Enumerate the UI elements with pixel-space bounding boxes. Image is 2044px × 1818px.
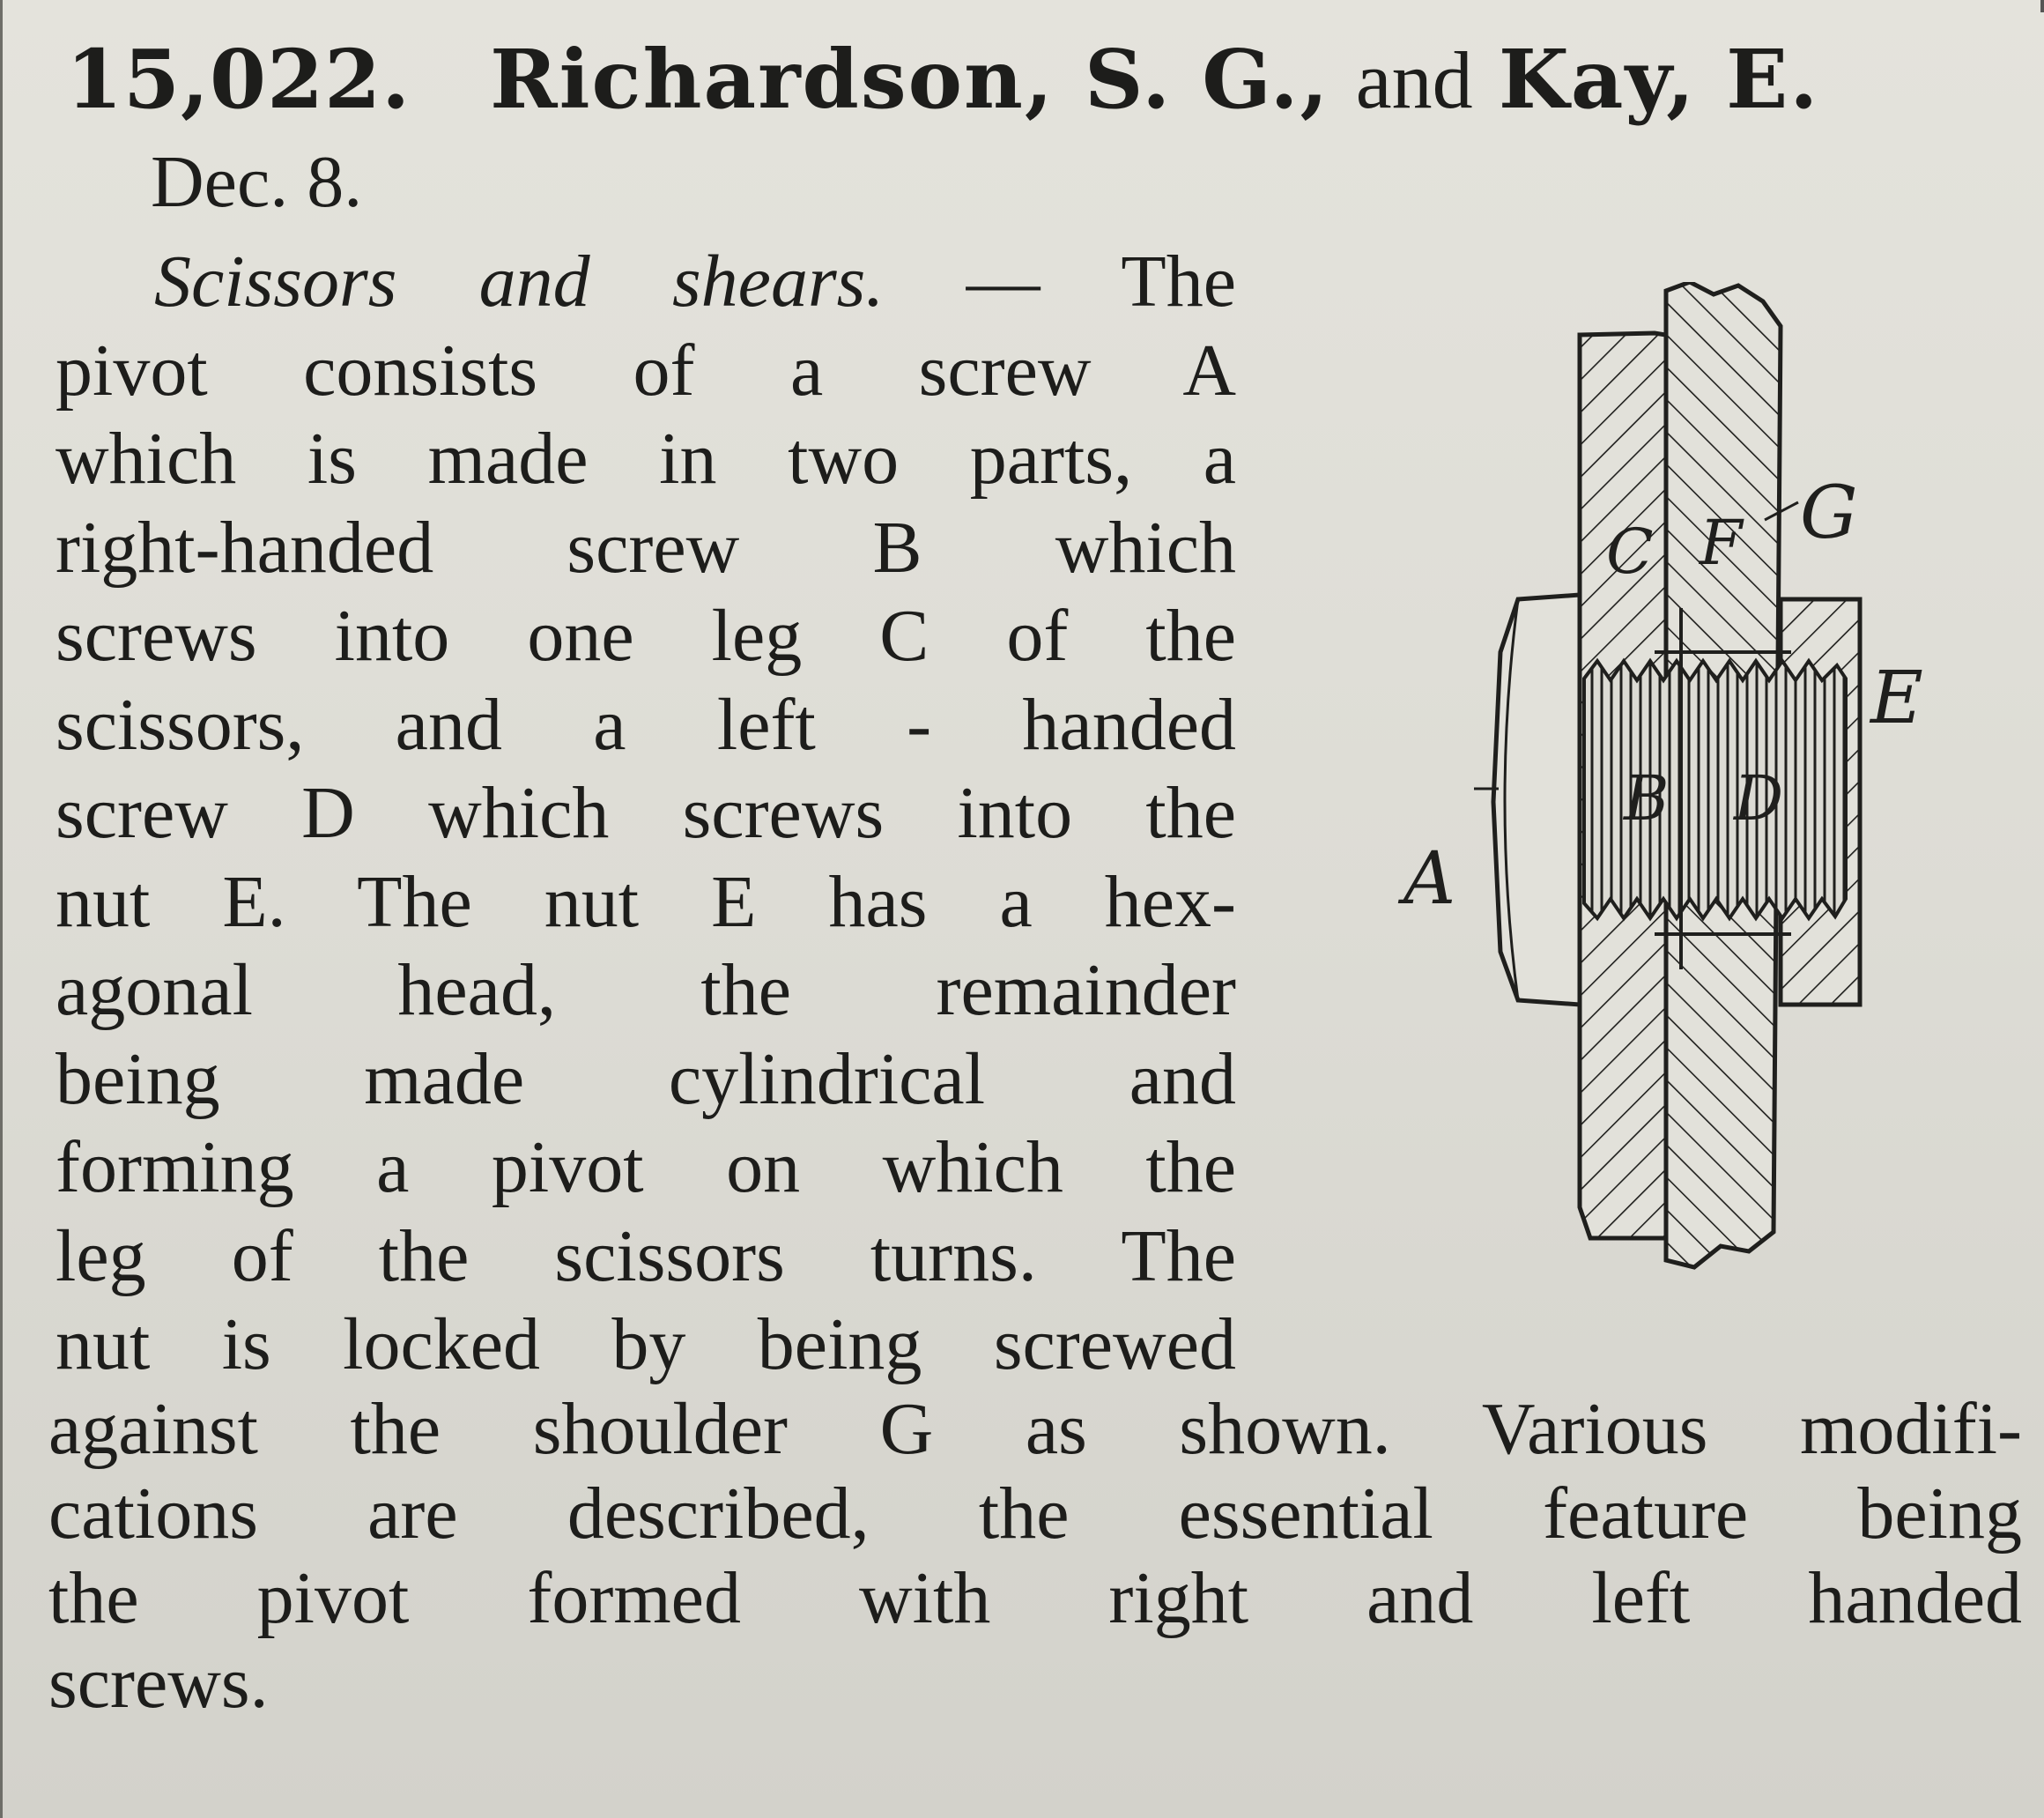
abstract-line: leg of the scissors turns. The [56, 1214, 1236, 1297]
screw-head-a [1493, 595, 1580, 1005]
abstract-line: pivot consists of a screw A [56, 329, 1236, 412]
abstract-line: agonal head, the remainder [56, 949, 1236, 1031]
abstract-line: nut E. The nut E has a hex- [56, 860, 1236, 943]
pivot-cross-section-figure [1386, 282, 1959, 1322]
label-d: D [1734, 762, 1784, 835]
abstract-line: scissors, and a left - handed [56, 683, 1236, 766]
label-g: G [1800, 471, 1858, 555]
abstract-line: cations are described, the essential feature being [48, 1473, 2022, 1555]
label-a: A [1403, 837, 1456, 921]
abstract-line: being made cylindrical and [56, 1037, 1236, 1120]
applicant-kay: Kay, E. [1498, 32, 1820, 127]
applicant-richardson: Richardson, S. G., [490, 32, 1330, 127]
abstract-line: nut is locked by being screwed [56, 1303, 1236, 1385]
subject-heading: Scissors and shears. [154, 241, 885, 323]
abstract-line: the pivot formed with right and left handed [48, 1557, 2022, 1639]
abstract-narrow-column [56, 238, 1236, 1390]
abstract-line: right-handed screw B which [56, 506, 1236, 589]
label-b: B [1624, 762, 1670, 835]
abstract-line: screws into one leg C of the [56, 595, 1236, 677]
entry-heading [66, 32, 1820, 127]
abstract-line: which is made in two parts, a [56, 418, 1236, 500]
entry-date: Dec. 8. [151, 141, 363, 223]
abstract-line: Scissors and shears. — The [154, 241, 1236, 323]
abstract-line: against the shoulder G as shown. Various modifi- [48, 1388, 2022, 1470]
conjunction: and [1355, 35, 1473, 125]
patent-number: 15,022. [66, 32, 411, 127]
abstract-line: forming a pivot on which the [56, 1126, 1236, 1208]
abstract-line: screws. [48, 1642, 269, 1724]
abstract-wide-column [48, 1387, 2022, 1725]
abstract-line: screw D which screws into the [56, 772, 1236, 854]
label-f: F [1700, 507, 1743, 579]
label-e: E [1870, 657, 1923, 740]
label-c: C [1606, 516, 1654, 588]
column-rule [2040, 0, 2044, 12]
